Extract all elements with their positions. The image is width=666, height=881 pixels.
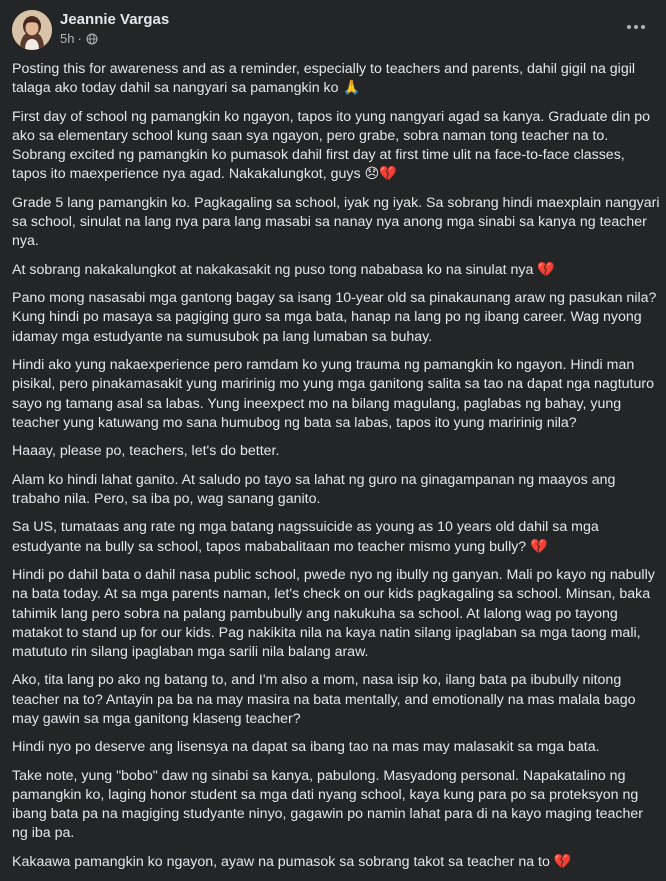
- more-options-button[interactable]: [618, 12, 654, 42]
- post-paragraph: Haaay, please po, teachers, let's do better.: [12, 443, 280, 460]
- more-horizontal-icon: [626, 24, 646, 30]
- post-paragraph: At sobrang nakakalungkot at nakakasakit ng puso tong nababasa ko na sinulat nya 💔: [12, 261, 555, 278]
- post-paragraph: Pano mong nasasabi mga gantong bagay sa isang 10-year old sa pinakaunang araw ng pasukan nila? Kung hindi po masaya sa pagiging guro sa mga bata, hanap na lang po ng ibang career. Wag nyong idamay mga estudyante na sumusubok pa lang lumaban sa buhay.: [12, 290, 657, 345]
- post-paragraph: Take note, yung "bobo" daw ng sinabi sa kanya, pabulong. Masyadong personal. Napakatalino ng pamangkin ko, laging honor student sa mga dati nyang school, kaya kung para po sa proteksyon ng ibang bata pa na magiging studyante ninyo, gagawin po namin lahat para di na kayo maging teacher ng iba pa.: [12, 767, 643, 842]
- meta-separator: ·: [77, 31, 82, 46]
- globe-icon[interactable]: [86, 33, 98, 45]
- author-name[interactable]: Jeannie Vargas: [60, 11, 170, 28]
- post-paragraph: Alam ko hindi lahat ganito. At saludo po tayo sa lahat ng guro na ginagampanan ng maayos ang trabaho nila. Pero, sa iba po, wag sanang ganito.: [12, 471, 616, 507]
- post-paragraph: Hindi ako yung nakaexperience pero ramdam ko yung trauma ng pamangkin ko ngayon. Hindi man pisikal, pero pinakamasakit yung maririnig mo yung mga ganitong salita sa tao na dapat nga nagtuturo sayo ng tamang asal sa labas. Yung ineexpect mo na bilang magulang, paglabas ng bahay, yung teacher yung katuwang mo sana humubog ng bata sa labas, tapos ito yung maririnig nila?: [12, 357, 654, 431]
- post-paragraph: Sa US, tumataas ang rate ng mga batang nagssuicide as young as 10 years old dahil sa mga estudyante na bully sa school, tapos mababalitaan mo teacher mismo yung bully? 💔: [12, 519, 599, 555]
- post-paragraph: Kakaawa pamangkin ko ngayon, ayaw na pumasok sa sobrang takot sa teacher na to 💔: [12, 853, 572, 870]
- post-header: [12, 10, 654, 50]
- post-paragraph: First day of school ng pamangkin ko ngayon, tapos ito yung nangyari agad sa kanya. Graduate din po ako sa elementary school kung saan sya ngayon, pero grabe, sobra naman tong teacher na to. Sobrang excited ng pamangkin ko pumasok dahil first day at first time ulit na face-to-face classes, tapos ito maexperience nya agad. Nakakalungkot, guys 😞💔: [12, 108, 651, 183]
- post-timestamp[interactable]: 5h: [60, 31, 75, 46]
- post-meta: [60, 31, 98, 46]
- post-body: [12, 60, 660, 881]
- author-avatar[interactable]: [12, 10, 52, 50]
- post-paragraph: Grade 5 lang pamangkin ko. Pagkagaling sa school, iyak ng iyak. Sa sobrang hindi maexplain nangyari sa school, sinulat na lang nya para lang masabi sa nanay nya anong mga sinabi sa kanya ng teacher nya.: [12, 194, 660, 250]
- post-paragraph: Hindi po dahil bata o dahil nasa public school, pwede nyo ng ibully ng ganyan. Mali po kayo ng nabully na bata today. At sa mga parents naman, let's check on our kids pagkagaling sa school. Minsan, baka tahimik lang pero sobra na palang pambubully ang nakukuha sa school. At lalong wag po tayong matakot to stand up for our kids. Pag nakikita nila na kaya natin silang ipaglaban sa mga taong mali, matututo rin silang ipaglaban mga sarili nila balang araw.: [12, 567, 655, 660]
- post-paragraph: Ako, tita lang po ako ng batang to, and I'm also a mom, nasa isip ko, ilang bata pa ibubully nitong teacher na to? Antayin pa ba na may masira na bata mentally, and emotionally na mas malala bago may gawin sa mga ganitong klaseng teacher?: [12, 672, 636, 727]
- post-paragraph: Hindi nyo po deserve ang lisensya na dapat sa ibang tao na mas may malasakit sa mga bata.: [12, 739, 600, 756]
- avatar-image: [12, 10, 52, 50]
- post-paragraph: Posting this for awareness and as a reminder, especially to teachers and parents, dahil gigil na gigil talaga ako today dahil sa nangyari sa pamangkin ko 🙏: [12, 61, 636, 97]
